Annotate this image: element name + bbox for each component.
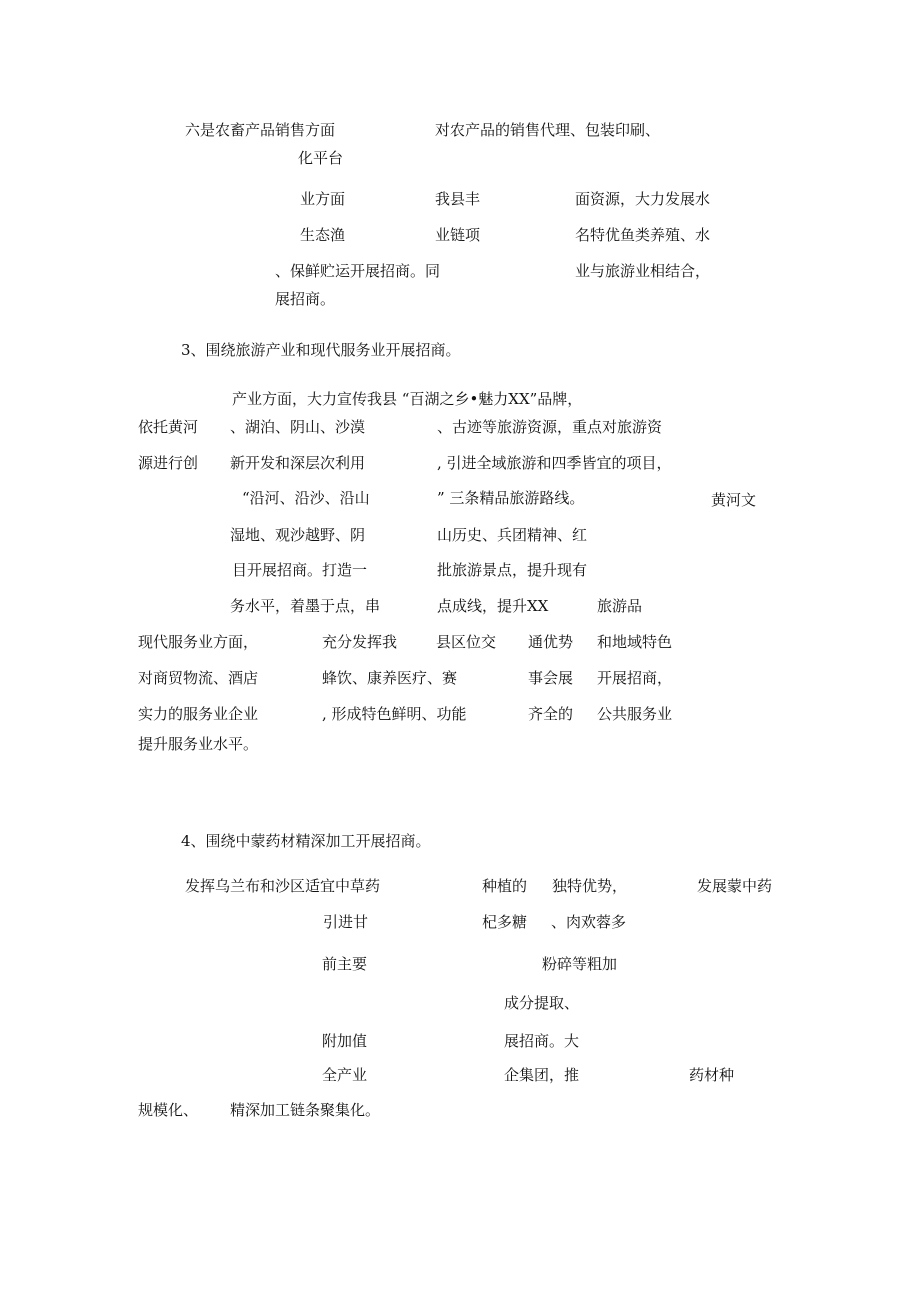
- text-fragment: 齐全的: [528, 705, 574, 723]
- text-fragment: 成分提取、: [504, 994, 580, 1012]
- text-fragment: 六是农畜产品销售方面: [185, 121, 336, 139]
- text-fragment: 公共服务业: [597, 705, 673, 723]
- text-fragment: 附加值: [322, 1032, 368, 1050]
- text-fragment: 面资源，大力发展水: [575, 190, 711, 208]
- text-fragment: 黄河文: [711, 491, 757, 509]
- text-fragment: 规模化、: [138, 1101, 199, 1119]
- text-fragment: 展招商。大: [504, 1032, 580, 1050]
- text-fragment: 源进行创: [138, 454, 199, 472]
- text-fragment: 提升服务业水平。: [138, 735, 259, 753]
- text-fragment: 精深加工链条聚集化。: [230, 1101, 381, 1119]
- text-fragment: 通优势: [528, 633, 574, 651]
- text-fragment: 生态渔: [300, 226, 346, 244]
- section-heading-3: 3、围绕旅游产业和现代服务业开展招商。: [181, 341, 461, 359]
- text-fragment: 全产业: [322, 1066, 368, 1084]
- text-fragment: 依托黄河: [138, 418, 199, 436]
- text-fragment: 、保鲜贮运开展招商。同: [275, 262, 441, 280]
- text-fragment: 旅游品: [597, 597, 643, 615]
- text-fragment: 业与旅游业相结合，: [575, 262, 711, 280]
- text-fragment: 化平台: [298, 149, 344, 167]
- text-fragment: 县区位交: [436, 633, 497, 651]
- text-fragment: , 引进全域旅游和四季皆宜的项目，: [437, 454, 672, 472]
- text-fragment: 发展蒙中药: [697, 877, 773, 895]
- text-fragment: 发挥乌兰布和沙区适宜中草药: [185, 877, 381, 895]
- text-fragment: 务水平，着墨于点，串: [230, 597, 381, 615]
- text-fragment: 独特优势，: [552, 877, 628, 895]
- text-fragment: 粉碎等粗加: [542, 955, 618, 973]
- text-fragment: 名特优鱼类养殖、水: [575, 226, 711, 244]
- text-fragment: 、湖泊、阴山、沙漠: [230, 418, 366, 436]
- text-fragment: 目开展招商。打造一: [232, 561, 368, 579]
- text-fragment: 产业方面，大力宣传我县 “百湖之乡•魅力XX”品牌，: [232, 390, 583, 408]
- text-fragment: 对农产品的销售代理、包装印刷、: [435, 121, 661, 139]
- text-fragment: 种植的: [482, 877, 528, 895]
- text-fragment: , 形成特色鲜明、功能: [322, 705, 467, 723]
- text-fragment: 业链项: [435, 226, 481, 244]
- text-fragment: 业方面: [300, 190, 346, 208]
- text-fragment: 和地域特色: [597, 633, 673, 651]
- text-fragment: 、古迹等旅游资源，重点对旅游资: [437, 418, 663, 436]
- text-fragment: ” 三条精品旅游路线。: [437, 489, 585, 507]
- text-fragment: 批旅游景点，提升现有: [437, 561, 588, 579]
- text-fragment: 前主要: [322, 955, 368, 973]
- text-fragment: “沿河、沿沙、沿山: [242, 489, 370, 507]
- text-fragment: 药材种: [689, 1066, 735, 1084]
- text-fragment: 杞多糖: [482, 913, 528, 931]
- text-fragment: 、肉欢蓉多: [551, 913, 627, 931]
- text-fragment: 山历史、兵团精神、红: [437, 526, 588, 544]
- text-fragment: 我县丰: [435, 190, 481, 208]
- text-fragment: 对商贸物流、酒店: [138, 669, 259, 687]
- text-fragment: 现代服务业方面，: [138, 633, 259, 651]
- text-fragment: 引进甘: [323, 913, 369, 931]
- text-fragment: 充分发挥我: [322, 633, 398, 651]
- text-fragment: 实力的服务业企业: [138, 705, 259, 723]
- text-fragment: 展招商。: [275, 290, 336, 308]
- text-fragment: 蜂饮、康养医疗、赛: [322, 669, 458, 687]
- text-fragment: 新开发和深层次利用: [230, 454, 366, 472]
- text-fragment: 开展招商，: [597, 669, 673, 687]
- text-fragment: 事会展: [528, 669, 574, 687]
- text-fragment: 企集团，推: [504, 1066, 580, 1084]
- section-heading-4: 4、围绕中蒙药材精深加工开展招商。: [181, 832, 431, 850]
- text-fragment: 湿地、观沙越野、阴: [230, 526, 366, 544]
- text-fragment: 点成线，提升XX: [437, 597, 549, 615]
